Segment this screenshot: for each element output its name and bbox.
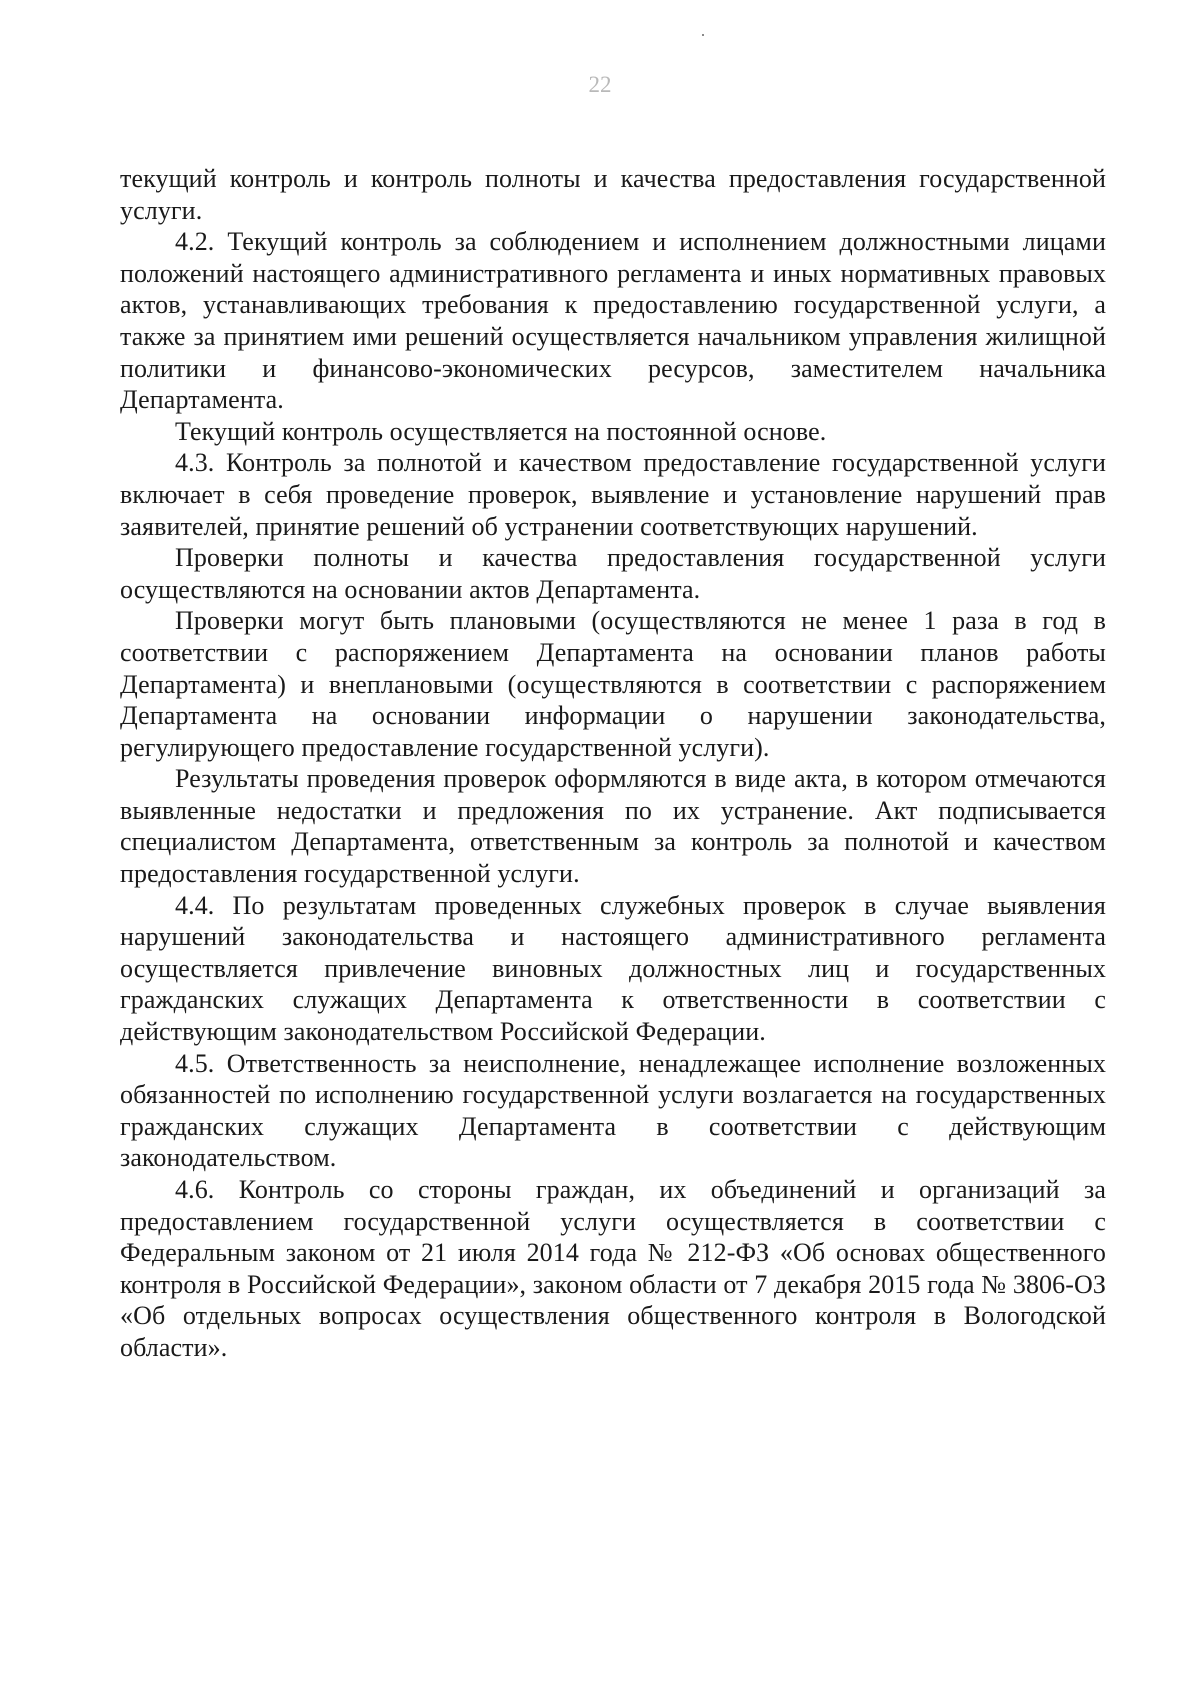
document-body [120, 163, 1106, 1364]
scan-speck [702, 34, 704, 36]
paragraph-4-5: 4.5. Ответственность за неисполнение, ненадлежащее исполнение возложенных обязанностей по исполнению государственной услуги возлагается на государственных гражданских служащих Департамента в соответствии с действующим законодательством. [120, 1048, 1106, 1173]
paragraph-current-control: Текущий контроль осуществляется на постоянной основе. [175, 416, 827, 446]
paragraph-checks-types: Проверки могут быть плановыми (осуществляются не менее 1 раза в год в соответствии с распоряжением Департамента на основании планов работы Департамента) и внеплановыми (осуществляются в соответствии с распоряжением Департамента на основании информации о нарушении законодательства, регулирующего предоставление государственной услуги). [120, 606, 1106, 762]
paragraph-4-6: 4.6. Контроль со стороны граждан, их объединений и организаций за предоставлением государственной услуги осуществляется в соответствии с Федеральным законом от 21 июля 2014 года № 212-ФЗ «Об основах общественного контроля в Российской Федерации», законом области от 7 декабря 2015 года № 3806-ОЗ «Об отдельных вопросах осуществления общественного контроля в Вологодской области». [120, 1175, 1106, 1362]
paragraph-continuation: текущий контроль и контроль полноты и качества предоставления государственной услуги. [120, 164, 1106, 225]
paragraph-checks-results: Результаты проведения проверок оформляются в виде акта, в котором отмечаются выявленные недостатки и предложения по их устранение. Акт подписывается специалистом Департамента, ответственным за контроль за полнотой и качеством предоставления государственной услуги. [120, 764, 1106, 889]
page-number: 22 [588, 72, 612, 97]
paragraph-4-2: 4.2. Текущий контроль за соблюдением и исполнением должностными лицами положений настоящего административного регламента и иных нормативных правовых актов, устанавливающих требования к предоставлению государственной услуги, а также за принятием ими решений осуществляется начальником управления жилищной политики и финансово-экономических ресурсов, заместителем начальника Департамента. [120, 227, 1106, 415]
paragraph-4-4: 4.4. По результатам проведенных служебных проверок в случае выявления нарушений законодательства и настоящего административного регламента осуществляется привлечение виновных должностных лиц и государственных гражданских служащих Департамента к ответственности в соответствии с действующим законодательством Российской Федерации. [120, 890, 1106, 1047]
paragraph-4-3: 4.3. Контроль за полнотой и качеством предоставление государственной услуги включает в себя проведение проверок, выявление и установление нарушений прав заявителей, принятие решений об устранении соответствующих нарушений. [120, 448, 1106, 541]
paragraph-checks-basis: Проверки полноты и качества предоставления государственной услуги осуществляются на основании актов Департамента. [120, 543, 1106, 604]
